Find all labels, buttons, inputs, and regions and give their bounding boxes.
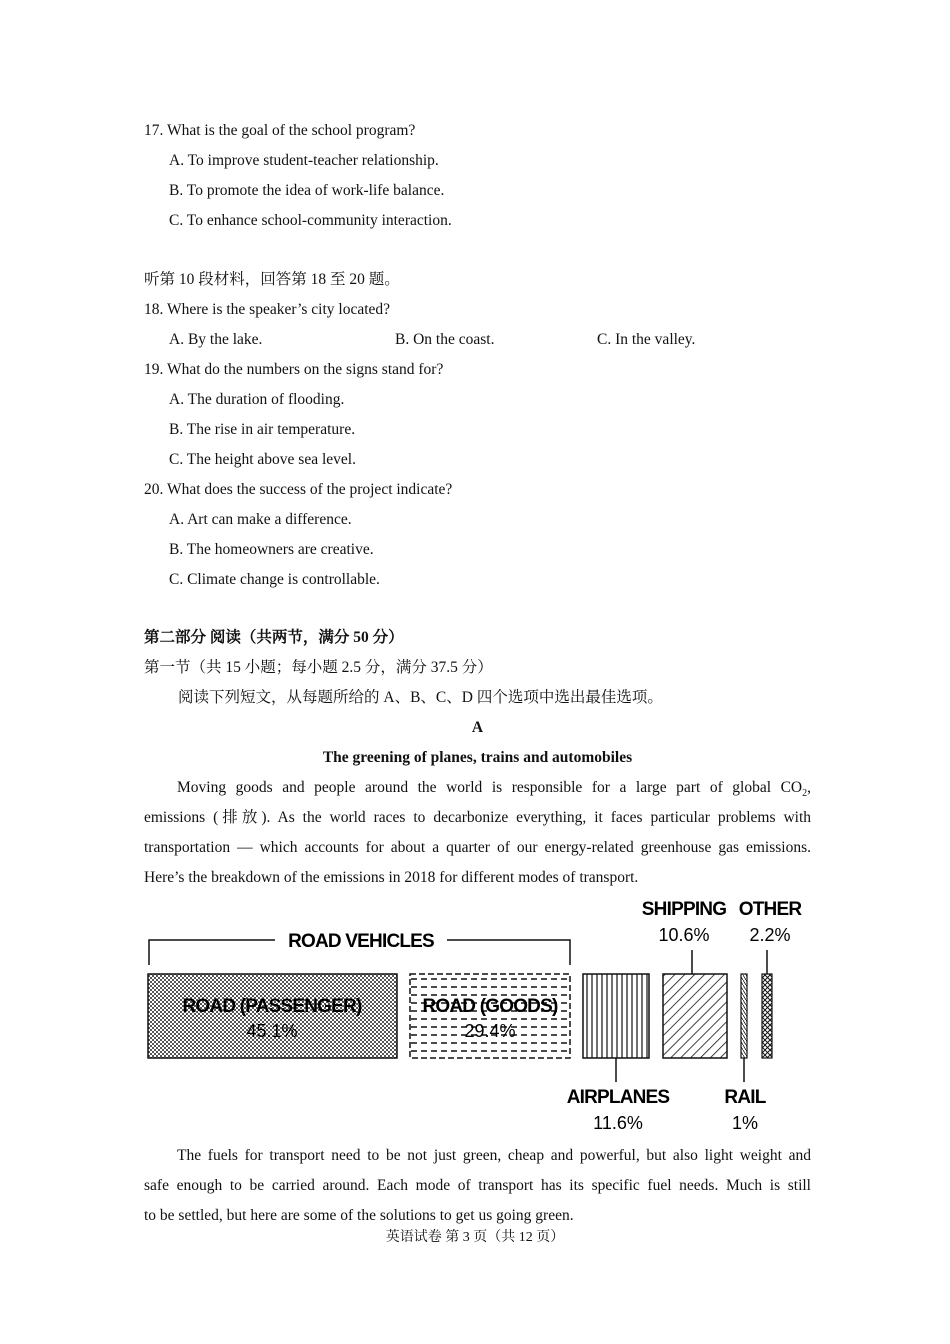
value-road-passenger: 45.1% [246, 1021, 298, 1041]
label-road-goods: ROAD (GOODS) [422, 996, 558, 1017]
section10-intro: 听第 10 段材料，回答第 18 至 20 题。 [144, 271, 400, 288]
q18-option-a: A. By the lake. [169, 331, 263, 348]
q19-option-a: A. The duration of flooding. [169, 391, 345, 408]
bar-airplanes [583, 974, 649, 1058]
road-vehicles-bracket-left [149, 940, 275, 965]
q20-stem: 20. What does the success of the project indicate? [144, 481, 453, 498]
paragraph-2-line-1: The fuels for transport need to be not just green, cheap and powerful, but also light weight and [177, 1147, 811, 1164]
q17-option-b: B. To promote the idea of work-life balance. [169, 182, 445, 199]
passage-letter: A [471, 719, 484, 736]
q20-option-c: C. Climate change is controllable. [169, 571, 380, 588]
bar-shipping [663, 974, 727, 1058]
value-road-goods: 29.4% [464, 1021, 516, 1041]
label-road-passenger: ROAD (PASSENGER) [182, 996, 362, 1017]
q18-option-b: B. On the coast. [395, 331, 495, 348]
paragraph-2-line-3: to be settled, but here are some of the solutions to get us going green. [144, 1207, 574, 1224]
q20-option-b: B. The homeowners are creative. [169, 541, 374, 558]
road-vehicles-label: ROAD VEHICLES [288, 931, 434, 952]
emissions-breakdown-chart [140, 895, 820, 1140]
value-rail: 1% [731, 1113, 759, 1133]
q17-stem: 17. What is the goal of the school program? [144, 122, 416, 139]
label-airplanes: AIRPLANES [566, 1087, 670, 1108]
passage-title: The greening of planes, trains and automobiles [322, 749, 633, 766]
q19-stem: 19. What do the numbers on the signs stand for? [144, 361, 444, 378]
value-airplanes: 11.6% [593, 1113, 643, 1133]
value-shipping: 10.6% [658, 925, 710, 945]
q18-stem: 18. Where is the speaker’s city located? [144, 301, 391, 318]
paragraph-1 [144, 773, 811, 893]
label-other: OTHER [738, 899, 802, 920]
paragraph-1-line-2: emissions (排放). As the world races to decarbonize everything, it faces particular problems with [144, 809, 811, 826]
q17-option-c: C. To enhance school-community interaction. [169, 212, 452, 229]
paragraph-1-line-4: Here’s the breakdown of the emissions in 2018 for different modes of transport. [144, 869, 639, 886]
instructions: 阅读下列短文，从每题所给的 A、B、C、D 四个选项中选出最佳选项。 [178, 689, 663, 706]
paragraph-1-line-3: transportation — which accounts for about a quarter of our energy-related greenhouse gas emissions. [144, 839, 811, 856]
q20-option-a: A. Art can make a difference. [169, 511, 352, 528]
q18-option-c: C. In the valley. [597, 331, 696, 348]
q19-option-c: C. The height above sea level. [169, 451, 356, 468]
paragraph-2-line-2: safe enough to be carried around. Each mode of transport has its specific fuel needs. Much is still [144, 1177, 811, 1194]
road-vehicles-bracket-right [447, 940, 570, 965]
q19-option-b: B. The rise in air temperature. [169, 421, 356, 438]
section1-title: 第一节（共 15 小题；每小题 2.5 分，满分 37.5 分） [144, 659, 493, 676]
bar-rail [741, 974, 747, 1058]
value-other: 2.2% [749, 925, 791, 945]
q17-option-a: A. To improve student-teacher relationship. [169, 152, 439, 169]
part2-title: 第二部分 阅读（共两节，满分 50 分） [144, 629, 404, 646]
label-shipping: SHIPPING [641, 899, 727, 920]
label-rail: RAIL [724, 1087, 766, 1108]
page-footer: 英语试卷 第 3 页（共 12 页） [385, 1230, 565, 1245]
paragraph-2 [144, 1141, 811, 1231]
bar-other [762, 974, 772, 1058]
paragraph-1-line-1: Moving goods and people around the world is responsible for a large part of global $CO_2$, [177, 779, 811, 800]
